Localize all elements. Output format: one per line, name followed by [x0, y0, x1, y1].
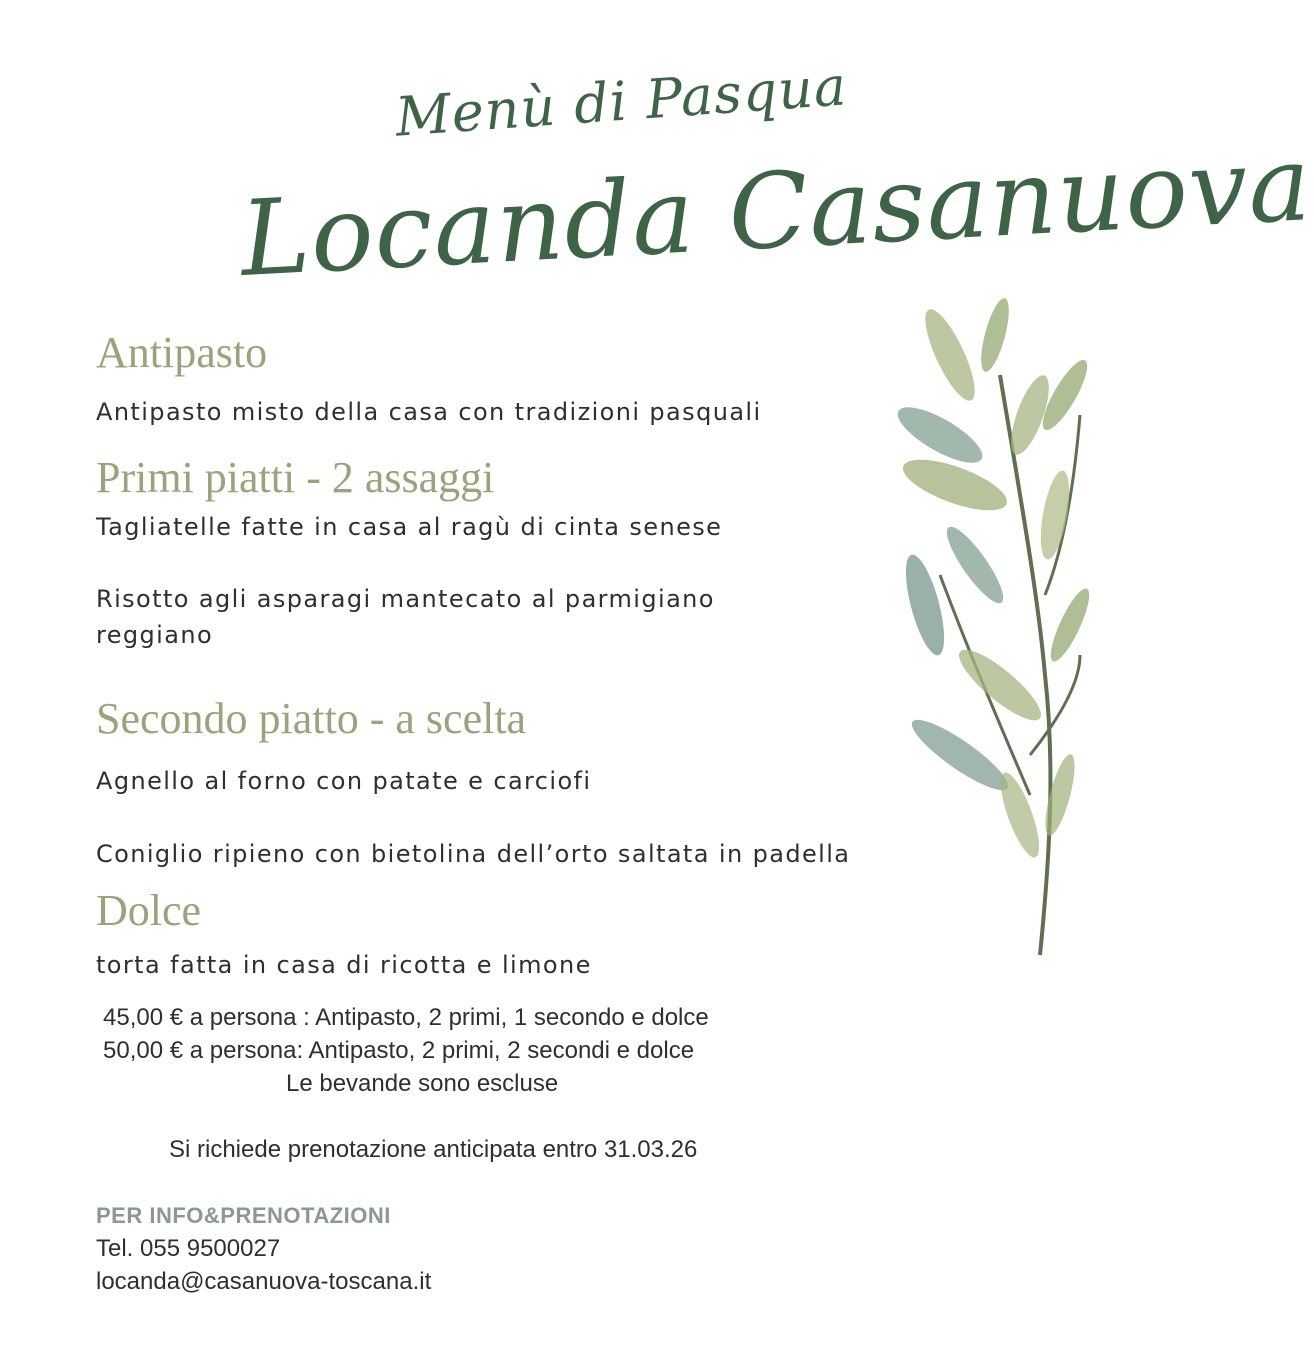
drinks-excluded-note: Le bevande sono escluse [286, 1070, 559, 1097]
price-option-2: 50,00 € a persona: Antipasto, 2 primi, 2 secondi e dolce [103, 1037, 695, 1064]
dish-torta: torta fatta in casa di ricotta e limone [96, 951, 592, 979]
restaurant-title: Locanda Casanuova [237, 122, 1314, 300]
dish-antipasto-misto: Antipasto misto della casa con tradizioni pasquali [96, 398, 762, 426]
olive-branch-icon [880, 295, 1080, 965]
dish-coniglio: Coniglio ripieno con bietolina dell’orto saltata in padella [96, 840, 851, 868]
dish-risotto: Risotto agli asparagi mantecato al parmigiano reggiano [96, 585, 715, 649]
phone-number: Tel. 055 9500027 [96, 1235, 281, 1262]
section-heading-dolce: Dolce [96, 886, 202, 935]
dish-tagliatelle: Tagliatelle fatte in casa al ragù di cinta senese [96, 513, 723, 541]
price-option-1: 45,00 € a persona : Antipasto, 2 primi, 1 secondo e dolce [103, 1004, 709, 1031]
booking-note: Si richiede prenotazione anticipata entro 31.03.26 [169, 1136, 698, 1163]
info-heading: PER INFO&PRENOTAZIONI [96, 1203, 391, 1228]
dish-agnello: Agnello al forno con patate e carciofi [96, 767, 592, 795]
email-address: locanda@casanuova-toscana.it [96, 1268, 432, 1295]
section-heading-primi: Primi piatti - 2 assaggi [96, 453, 495, 502]
section-heading-secondo: Secondo piatto - a scelta [96, 694, 527, 743]
section-heading-antipasto: Antipasto [96, 328, 268, 377]
menu-subtitle: Menù di Pasqua [393, 54, 849, 149]
